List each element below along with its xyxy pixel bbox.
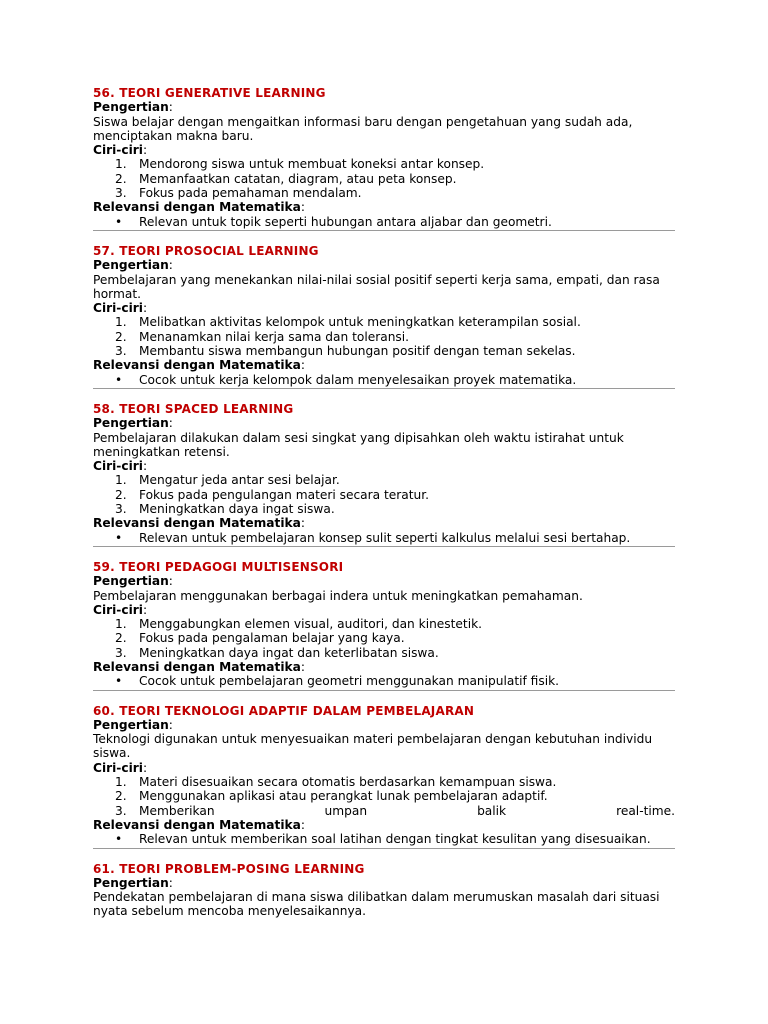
list-number: 2. <box>115 171 127 186</box>
section-title: 61. TEORI PROBLEM-POSING LEARNING <box>93 861 365 876</box>
list-item <box>93 186 675 200</box>
bullet-icon: • <box>115 674 123 689</box>
section-61 <box>93 862 675 919</box>
pengertian-label: Pengertian <box>93 416 169 431</box>
list-item-text: Relevan untuk memberikan soal latihan dengan tingkat kesulitan yang disesuaikan. <box>139 832 651 847</box>
list-number: 3. <box>115 645 127 660</box>
list-item-text: Memanfaatkan catatan, diagram, atau peta konsep. <box>139 171 457 186</box>
colon: : <box>300 516 305 531</box>
list-item <box>93 344 675 358</box>
ciri-heading <box>93 761 675 775</box>
list-item <box>93 373 675 387</box>
pengertian-label: Pengertian <box>93 258 169 273</box>
list-item <box>93 473 675 487</box>
list-item-text: Membantu siswa membangun hubungan positif dengan teman sekelas. <box>139 344 576 359</box>
list-item-text: Relevan untuk pembelajaran konsep sulit seperti kalkulus melalui sesi bertahap. <box>139 530 631 545</box>
list-item <box>93 157 675 171</box>
list-item-text: Mendorong siswa untuk membuat koneksi antar konsep. <box>139 157 485 172</box>
list-item <box>93 646 675 660</box>
pengertian-heading <box>93 100 675 114</box>
list-item <box>93 617 675 631</box>
ciri-list <box>93 157 675 200</box>
list-item <box>93 775 675 789</box>
relevansi-label: Relevansi dengan Matematika <box>93 817 301 832</box>
pengertian-heading <box>93 258 675 272</box>
ciri-heading <box>93 459 675 473</box>
ciri-label: Ciri-ciri <box>93 760 143 775</box>
list-item <box>93 674 675 688</box>
list-number: 2. <box>115 329 127 344</box>
list-item <box>93 215 675 229</box>
list-number: 1. <box>115 157 127 172</box>
list-item-text: Menanamkan nilai kerja sama dan toleransi. <box>139 329 410 344</box>
section-57 <box>93 244 675 389</box>
pengertian-text: Teknologi digunakan untuk menyesuaikan materi pembelajaran dengan kebutuhan individu siswa. <box>93 732 653 761</box>
list-item-text: Fokus pada pemahaman mendalam. <box>139 186 362 201</box>
list-number: 1. <box>115 775 127 790</box>
colon: : <box>142 760 148 775</box>
relevansi-label: Relevansi dengan Matematika <box>93 516 301 531</box>
ciri-label: Ciri-ciri <box>93 459 143 474</box>
list-number: 2. <box>115 487 127 502</box>
relevansi-list <box>93 674 675 688</box>
list-item <box>93 832 675 846</box>
section-title: 58. TEORI SPACED LEARNING <box>93 401 294 416</box>
list-item-text: Meningkatkan daya ingat siswa. <box>139 502 335 517</box>
colon: : <box>168 717 173 732</box>
section-title: 60. TEORI TEKNOLOGI ADAPTIF DALAM PEMBELAJARAN <box>93 703 475 718</box>
bullet-icon: • <box>115 530 123 545</box>
ciri-list <box>93 617 675 660</box>
section-title: 57. TEORI PROSOCIAL LEARNING <box>93 243 319 258</box>
list-item <box>93 315 675 329</box>
colon: : <box>300 817 305 832</box>
justified-line <box>139 804 675 818</box>
pengertian-heading <box>93 416 675 430</box>
word: umpan <box>324 803 368 818</box>
colon: : <box>142 602 148 617</box>
list-item-text: Meningkatkan daya ingat dan keterlibatan siswa. <box>139 645 439 660</box>
list-item <box>93 804 675 818</box>
pengertian-text: Pembelajaran menggunakan berbagai indera untuk meningkatkan pemahaman. <box>93 588 583 603</box>
relevansi-list <box>93 832 675 846</box>
bullet-icon: • <box>115 372 123 387</box>
colon: : <box>142 301 148 316</box>
document-page <box>93 86 675 919</box>
pengertian-text: Pembelajaran dilakukan dalam sesi singkat yang dipisahkan oleh waktu istirahat untuk meningkatkan retensi. <box>93 430 624 459</box>
list-item <box>93 789 675 803</box>
colon: : <box>168 875 173 890</box>
pengertian-label: Pengertian <box>93 875 169 890</box>
list-item <box>93 172 675 186</box>
list-number: 3. <box>115 186 127 201</box>
ciri-list <box>93 315 675 358</box>
colon: : <box>142 459 148 474</box>
word: balik <box>477 803 507 818</box>
list-item-text: Melibatkan aktivitas kelompok untuk meningkatkan keterampilan sosial. <box>139 315 581 330</box>
ciri-label: Ciri-ciri <box>93 301 143 316</box>
ciri-label: Ciri-ciri <box>93 602 143 617</box>
relevansi-label: Relevansi dengan Matematika <box>93 659 301 674</box>
list-item <box>93 330 675 344</box>
bullet-icon: • <box>115 832 123 847</box>
section-58 <box>93 402 675 547</box>
colon: : <box>168 416 173 431</box>
colon: : <box>300 659 305 674</box>
list-number: 3. <box>115 803 127 818</box>
list-number: 1. <box>115 473 127 488</box>
colon: : <box>168 100 173 115</box>
list-item-text: Materi disesuaikan secara otomatis berdasarkan kemampuan siswa. <box>139 775 557 790</box>
colon: : <box>168 258 173 273</box>
list-item-text: Mengatur jeda antar sesi belajar. <box>139 473 340 488</box>
bullet-icon: • <box>115 214 123 229</box>
list-number: 2. <box>115 789 127 804</box>
pengertian-heading <box>93 876 675 890</box>
list-item-text: Cocok untuk kerja kelompok dalam menyelesaikan proyek matematika. <box>139 372 577 387</box>
relevansi-heading <box>93 818 675 832</box>
relevansi-list <box>93 531 675 545</box>
list-item-text: Cocok untuk pembelajaran geometri menggunakan manipulatif fisik. <box>139 674 560 689</box>
list-item-text: Menggabungkan elemen visual, auditori, dan kinestetik. <box>139 617 483 632</box>
list-item-text: Fokus pada pengulangan materi secara teratur. <box>139 487 430 502</box>
pengertian-text: Pendekatan pembelajaran di mana siswa dilibatkan dalam merumuskan masalah dari situasi nyata sebelum mencoba menyelesaikannya. <box>93 890 660 919</box>
list-number: 3. <box>115 344 127 359</box>
list-number: 1. <box>115 617 127 632</box>
pengertian-label: Pengertian <box>93 100 169 115</box>
list-item <box>93 531 675 545</box>
section-title: 59. TEORI PEDAGOGI MULTISENSORI <box>93 559 344 574</box>
ciri-heading <box>93 301 675 315</box>
ciri-label: Ciri-ciri <box>93 143 143 158</box>
pengertian-heading <box>93 574 675 588</box>
pengertian-text: Pembelajaran yang menekankan nilai-nilai sosial positif seperti kerja sama, empati, dan rasa hormat. <box>93 272 660 301</box>
word: Memberikan <box>139 803 215 818</box>
ciri-heading <box>93 603 675 617</box>
ciri-list <box>93 775 675 818</box>
relevansi-list <box>93 215 675 229</box>
section-title: 56. TEORI GENERATIVE LEARNING <box>93 86 326 100</box>
ciri-list <box>93 473 675 516</box>
list-item-text: Fokus pada pengalaman belajar yang kaya. <box>139 631 405 646</box>
relevansi-heading <box>93 200 675 214</box>
list-number: 3. <box>115 502 127 517</box>
section-60 <box>93 704 675 849</box>
relevansi-list <box>93 373 675 387</box>
colon: : <box>300 358 305 373</box>
colon: : <box>168 574 173 589</box>
pengertian-label: Pengertian <box>93 574 169 589</box>
ciri-heading <box>93 143 675 157</box>
list-number: 1. <box>115 315 127 330</box>
pengertian-label: Pengertian <box>93 717 169 732</box>
pengertian-heading <box>93 718 675 732</box>
list-item <box>93 488 675 502</box>
relevansi-heading <box>93 358 675 372</box>
colon: : <box>142 143 148 158</box>
relevansi-heading <box>93 660 675 674</box>
colon: : <box>300 200 305 215</box>
relevansi-heading <box>93 516 675 530</box>
list-item <box>93 631 675 645</box>
list-item-text: Relevan untuk topik seperti hubungan antara aljabar dan geometri. <box>139 214 552 229</box>
list-number: 2. <box>115 631 127 646</box>
section-59 <box>93 560 675 691</box>
list-item <box>93 502 675 516</box>
relevansi-label: Relevansi dengan Matematika <box>93 358 301 373</box>
relevansi-label: Relevansi dengan Matematika <box>93 200 301 215</box>
word: real-time. <box>616 803 675 818</box>
section-56 <box>93 86 675 231</box>
pengertian-text: Siswa belajar dengan mengaitkan informasi baru dengan pengetahuan yang sudah ada, menciptakan makna baru. <box>93 114 633 143</box>
list-item-text: Menggunakan aplikasi atau perangkat lunak pembelajaran adaptif. <box>139 789 548 804</box>
